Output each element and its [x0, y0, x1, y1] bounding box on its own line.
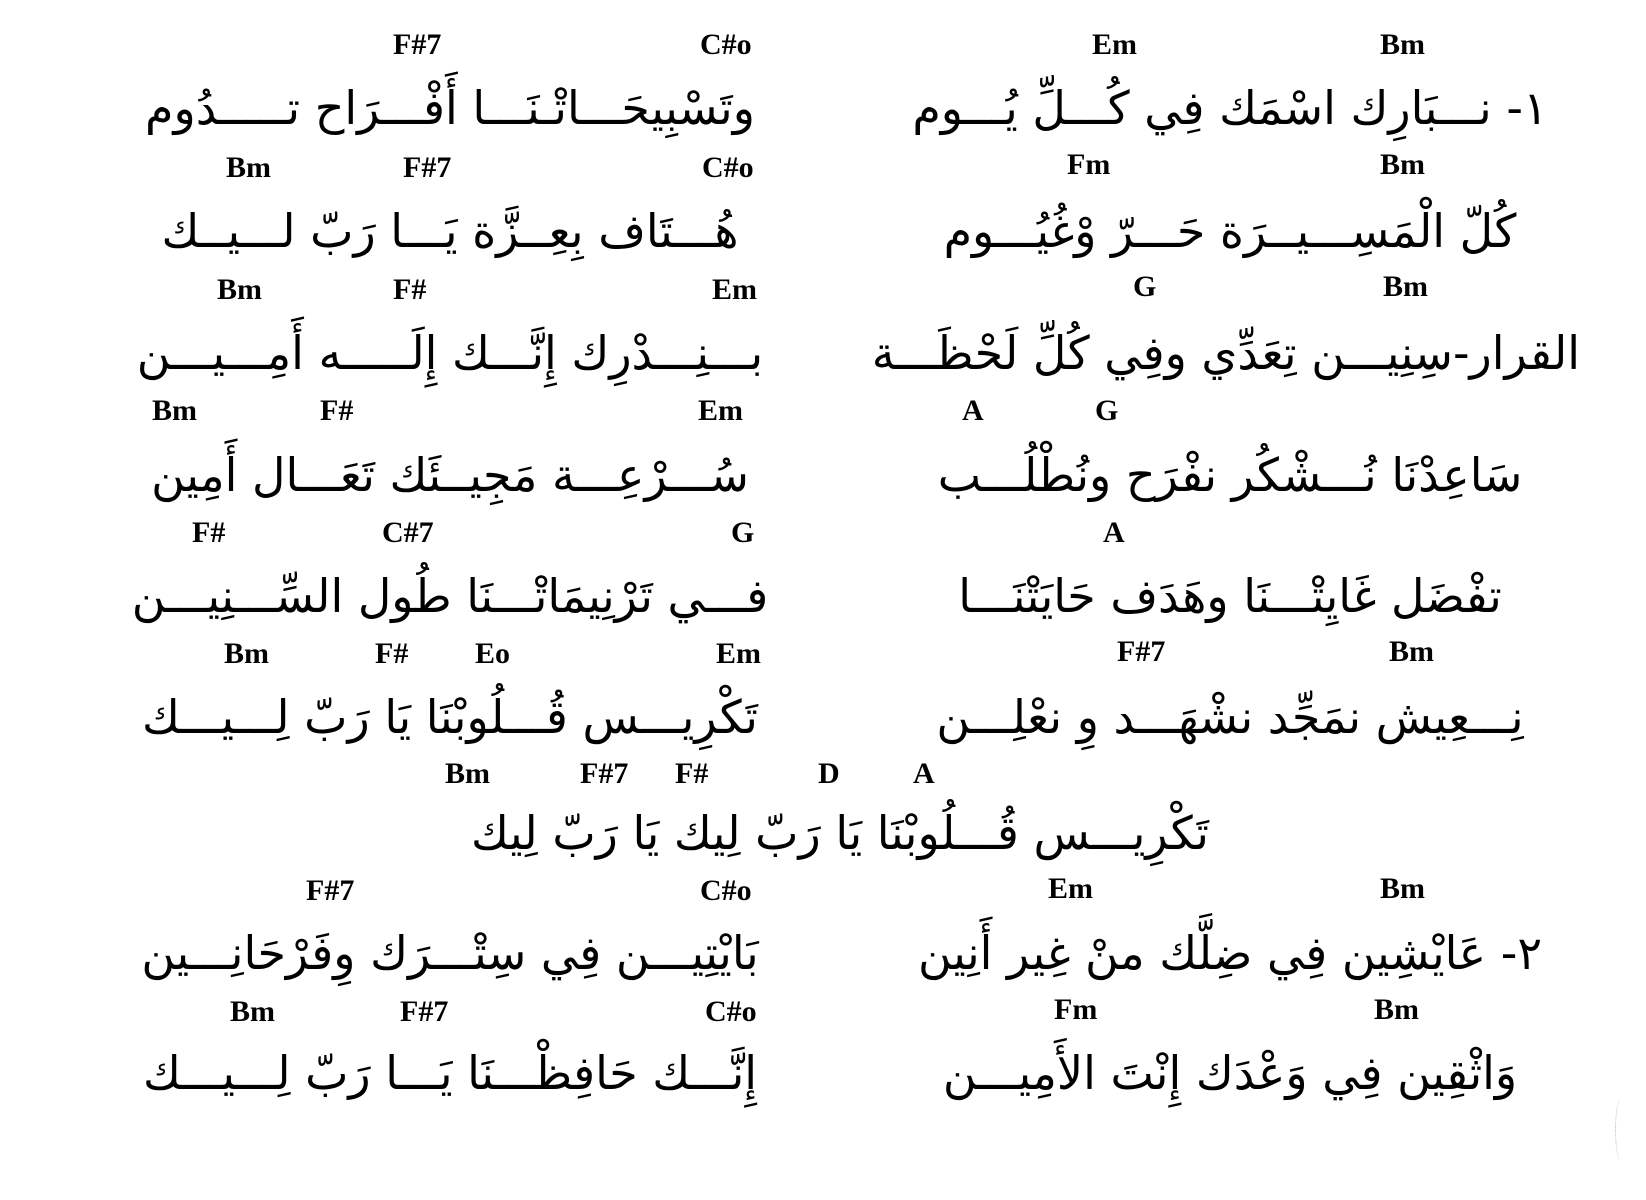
chord-label: F# [375, 637, 409, 670]
chord-label: Eo [475, 637, 511, 670]
chord-label: F#7 [580, 757, 629, 790]
lyric-line: سُـــرْعِـــة مَجِيــئَك تَعَـــال أَمِين [151, 448, 749, 502]
lyric-line: بَايْتِيـــن فِي سِتْـــرَك وِفَرْحَانِـــين [141, 926, 759, 980]
lyric-line: كُلّ الْمَسِـــيــرَة حَـــرّ وْغُيُـــوم [943, 204, 1517, 258]
lyric-line: تفْضَل غَايِتْـــنَا وهَدَف حَايَتْنَـــا [958, 569, 1502, 623]
lyric-line: تَكْرِيـــس قُـــلُوبْنَا يَا رَبّ لِيك يَا رَبّ لِيك [471, 806, 1209, 860]
chord-label: Em [1048, 872, 1093, 905]
chord-label: Em [716, 637, 761, 670]
chord-label: Em [712, 273, 757, 306]
chord-label: F# [393, 273, 427, 306]
chord-label: C#o [705, 995, 757, 1028]
chord-label: G [1133, 270, 1157, 303]
lyric-line: وَاثْقِين فِي وَعْدَك إِنْتَ الأَمِيـــن [942, 1046, 1518, 1100]
chord-label: Bm [224, 637, 269, 670]
chord-label: F# [192, 516, 226, 549]
chord-label: Bm [1374, 993, 1419, 1026]
chord-label: G [1095, 394, 1119, 427]
chord-label: C#o [702, 151, 754, 184]
lyric-line: هُـــتَاف بِعِــزَّة يَـــا رَبّ لـــيــك [161, 204, 739, 258]
chord-label: Fm [1067, 148, 1111, 181]
chord-label: Bm [1389, 635, 1434, 668]
chord-label: Bm [1383, 270, 1428, 303]
chord-label: C#o [700, 874, 752, 907]
lyric-line: فـــي تَرْنِيمَاتْـــنَا طُول السِّـــنِيـــن [131, 569, 769, 623]
chord-label: Bm [1380, 872, 1425, 905]
chord-label: C#7 [382, 516, 434, 549]
chord-label: Bm [152, 394, 197, 427]
chord-label: F#7 [400, 995, 449, 1028]
chord-label: D [818, 757, 840, 790]
lyric-line: نِـــعِيش نمَجِّد نشْهَـــد وِ نعْلِـــن [936, 690, 1524, 744]
chord-label: Bm [1380, 28, 1425, 61]
lyric-line: القرار-سِنِيـــن تِعَدِّي وفِي كُلِّ لَحْظَـــة [871, 326, 1580, 380]
chord-label: A [1103, 516, 1125, 549]
lyric-line: إِنَّـــك حَافِظْـــنَا يَـــا رَبّ لِـــيـــك [142, 1046, 758, 1100]
chord-label: Bm [445, 757, 490, 790]
chord-label: F# [675, 757, 709, 790]
chord-label: Bm [1380, 148, 1425, 181]
lyric-line: ١- نـــبَارِك اسْمَك فِي كُـــلِّ يُـــوم [912, 81, 1548, 135]
lyric-line: ٢- عَايْشِين فِي ضِلَّك منْ غِير أَنِين [917, 926, 1543, 980]
chord-label: F#7 [393, 28, 442, 61]
chord-label: Bm [230, 995, 275, 1028]
chord-label: F#7 [1117, 635, 1166, 668]
chord-label: F#7 [403, 151, 452, 184]
lyric-line: وتَسْبِيحَـــاتْـنَـــا أَفْـــرَاح تـــــدُوم [145, 81, 755, 135]
scan-speck [1615, 1100, 1626, 1160]
chord-label: C#o [700, 28, 752, 61]
chord-label: Em [1092, 28, 1137, 61]
chord-label: Bm [226, 151, 271, 184]
chord-label: Em [698, 394, 743, 427]
lyric-line: سَاعِدْنَا نُـــشْكُر نفْرَح ونُطْلُـــب [937, 448, 1523, 502]
chord-label: G [731, 516, 755, 549]
chord-label: Fm [1054, 993, 1098, 1026]
chord-label: F# [320, 394, 354, 427]
chord-label: Bm [217, 273, 262, 306]
chord-label: A [962, 394, 984, 427]
lyric-line: بـــنِـــدْرِك إِنَّـــك إِلَـــــه أَمِـــيـــن [136, 326, 764, 380]
chord-label: A [913, 757, 935, 790]
chord-label: F#7 [306, 874, 355, 907]
lyric-line: تَكْرِيـــس قُـــلُوبْنَا يَا رَبّ لِـــيـــك [142, 690, 758, 744]
